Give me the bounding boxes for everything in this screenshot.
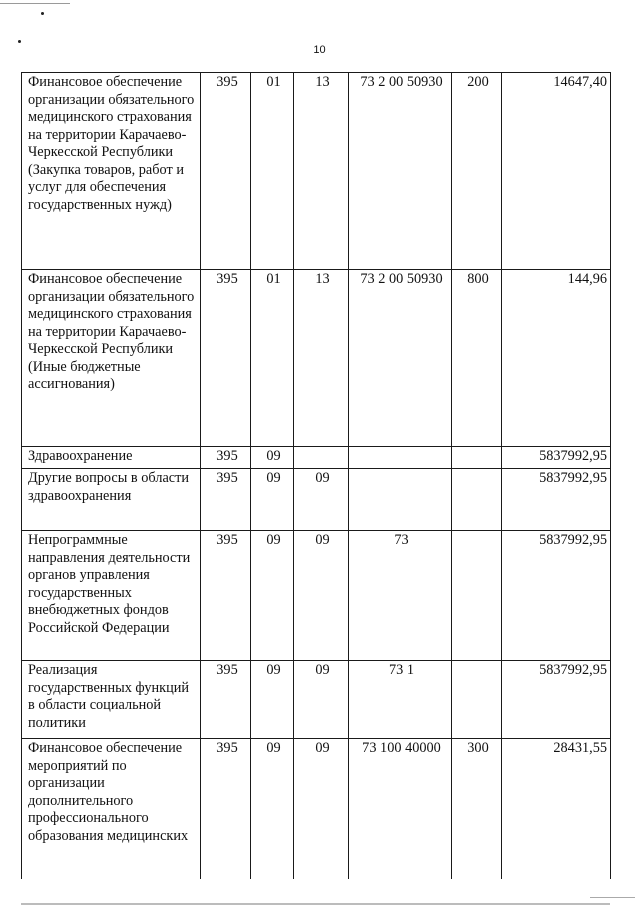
table-row xyxy=(22,270,611,447)
cell-section: 09 xyxy=(251,447,294,469)
cell-target-article: 73 1 xyxy=(349,661,452,739)
cell-grbs: 395 xyxy=(201,270,251,447)
cell-subsection: 13 xyxy=(294,270,349,447)
table-row xyxy=(22,73,611,270)
cell-name: Реализация государственных функций в области социальной политики xyxy=(22,661,201,739)
page-number: 10 xyxy=(313,44,326,56)
cell-amount: 5837992,95 xyxy=(502,661,611,739)
cell-amount: 5837992,95 xyxy=(502,531,611,661)
cell-target-article xyxy=(349,447,452,469)
cell-amount: 144,96 xyxy=(502,270,611,447)
cell-name: Другие вопросы в области здравоохранения xyxy=(22,469,201,531)
cell-grbs: 395 xyxy=(201,469,251,531)
cell-subsection: 13 xyxy=(294,73,349,270)
cell-name: Здравоохранение xyxy=(22,447,201,469)
table-row xyxy=(22,447,611,469)
cell-expense-type xyxy=(452,447,502,469)
cell-target-article: 73 100 40000 xyxy=(349,739,452,879)
cell-expense-type xyxy=(452,661,502,739)
cell-section: 01 xyxy=(251,270,294,447)
cell-target-article: 73 2 00 50930 xyxy=(349,73,452,270)
cell-target-article xyxy=(349,469,452,531)
cell-subsection: 09 xyxy=(294,661,349,739)
cell-amount: 5837992,95 xyxy=(502,469,611,531)
cell-subsection: 09 xyxy=(294,739,349,879)
scan-speck xyxy=(41,12,44,15)
table-row xyxy=(22,469,611,531)
cell-grbs: 395 xyxy=(201,531,251,661)
cell-subsection: 09 xyxy=(294,469,349,531)
cell-section: 09 xyxy=(251,739,294,879)
cell-section: 09 xyxy=(251,661,294,739)
cell-grbs: 395 xyxy=(201,661,251,739)
table-row xyxy=(22,531,611,661)
scan-edge-mark xyxy=(590,897,635,898)
scan-edge-mark xyxy=(0,3,70,4)
cell-expense-type xyxy=(452,531,502,661)
cell-name: Финансовое обеспечение мероприятий по организации дополнительного профессионального образования медицинских xyxy=(22,739,201,879)
cell-subsection: 09 xyxy=(294,531,349,661)
cell-expense-type: 800 xyxy=(452,270,502,447)
cell-subsection xyxy=(294,447,349,469)
cell-name: Финансовое обеспечение организации обязательного медицинского страхования на территории Карачаево-Черкесской Республики (Закупка товаров, работ и услуг для обеспечения государственных нужд) xyxy=(22,73,201,270)
cell-target-article: 73 2 00 50930 xyxy=(349,270,452,447)
budget-table xyxy=(21,72,611,879)
cell-grbs: 395 xyxy=(201,73,251,270)
table-row xyxy=(22,661,611,739)
cell-name: Финансовое обеспечение организации обязательного медицинского страхования на территории Карачаево-Черкесской Республики (Иные бюджетные ассигнования) xyxy=(22,270,201,447)
scan-speck xyxy=(18,40,21,43)
cell-expense-type xyxy=(452,469,502,531)
cell-target-article: 73 xyxy=(349,531,452,661)
cell-section: 01 xyxy=(251,73,294,270)
cell-grbs: 395 xyxy=(201,447,251,469)
cell-amount: 5837992,95 xyxy=(502,447,611,469)
cell-expense-type: 300 xyxy=(452,739,502,879)
table-row xyxy=(22,739,611,879)
cell-grbs: 395 xyxy=(201,739,251,879)
cell-amount: 28431,55 xyxy=(502,739,611,879)
cell-section: 09 xyxy=(251,469,294,531)
cell-amount: 14647,40 xyxy=(502,73,611,270)
cell-name: Непрограммные направления деятельности органов управления государственных внебюджетных фондов Российской Федерации xyxy=(22,531,201,661)
cell-section: 09 xyxy=(251,531,294,661)
cell-expense-type: 200 xyxy=(452,73,502,270)
